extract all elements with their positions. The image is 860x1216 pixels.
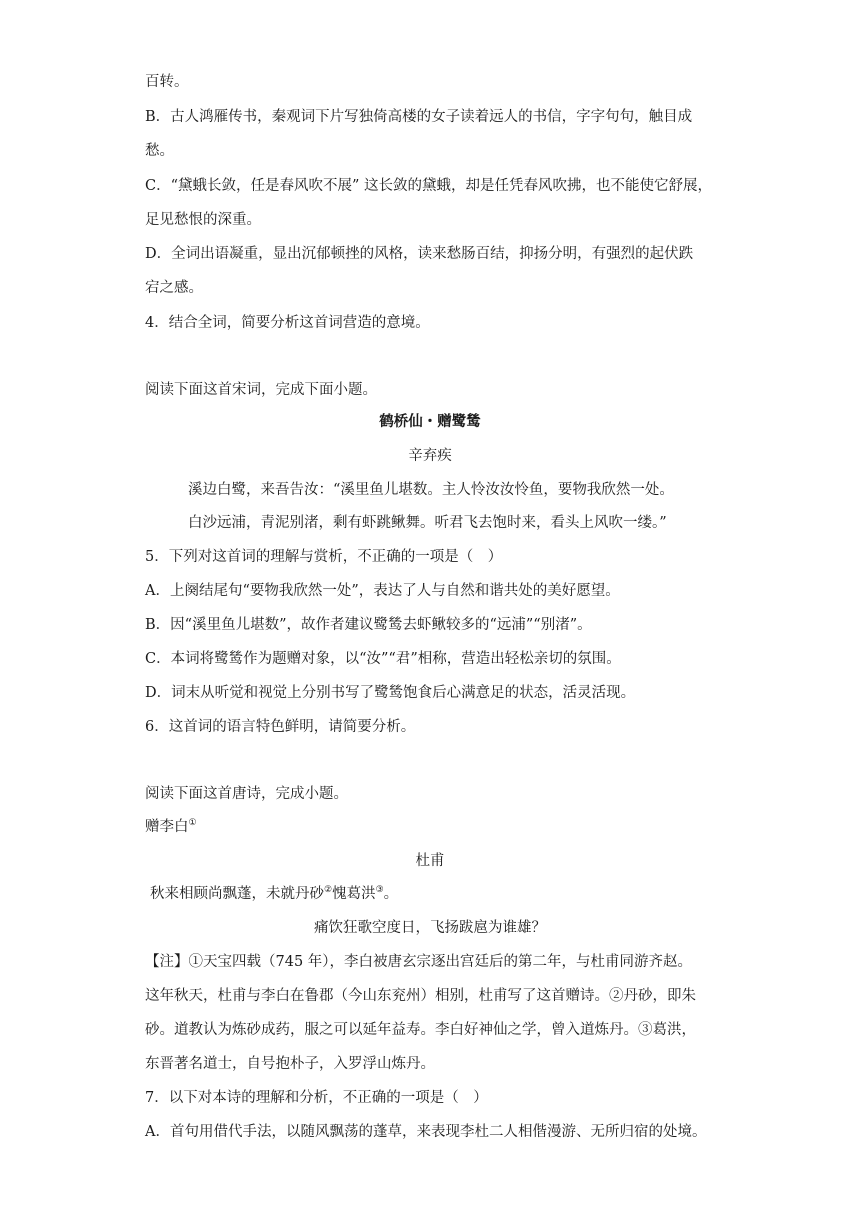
poem-title: 赠李白① xyxy=(145,818,197,835)
annotation-line: 【注】①天宝四载（745 年），李白被唐玄宗逐出宫廷后的第二年，与杜甫同游齐赵。 xyxy=(145,954,693,970)
text-line: 愁。 xyxy=(145,143,174,159)
text-line: 宕之感。 xyxy=(145,280,203,296)
text-line: 百转。 xyxy=(145,74,189,90)
poem-line: 溪边白鹭，来吾告汝：“溪里鱼儿堪数。主人怜汝汝怜鱼，要物我欣然一处。 xyxy=(188,482,674,498)
poem-author: 杜甫 xyxy=(415,853,445,869)
poem-line: 痛饮狂歌空度日，飞扬跋扈为谁雄？ xyxy=(314,920,546,936)
poem-line: 秋来相顾尚飘蓬，未就丹砂②愧葛洪③。 xyxy=(150,885,399,902)
question-4: 4．结合全词，简要分析这首词营造的意境。 xyxy=(145,315,430,331)
option-c-line: C．“黛蛾长敛，任是春风吹不展” 这长敛的黛蛾，却是任凭春风吹拂，也不能使它舒展， xyxy=(145,178,713,194)
option-b-line: B．古人鸿雁传书，秦观词下片写独倚高楼的女子读着远人的书信，字字句句，触目成 xyxy=(145,109,693,125)
section-intro: 阅读下面这首宋词，完成下面小题。 xyxy=(145,382,377,398)
option-d-line: D．全词出语凝重，显出沉郁顿挫的风格，读来愁肠百结，抑扬分明，有强烈的起伏跌 xyxy=(145,246,694,262)
option-c-line: C．本词将鹭鸶作为题赠对象，以“汝”“君”相称，营造出轻松亲切的氛围。 xyxy=(145,651,621,667)
footnote-marker: ① xyxy=(188,818,197,829)
question-7: 7．以下对本诗的理解和分析，不正确的一项是（ ） xyxy=(145,1090,488,1106)
option-a-line: A．上阕结尾句“要物我欣然一处”，表达了人与自然和谐共处的美好愿望。 xyxy=(145,583,620,599)
option-a-line: A．首句用借代手法，以随风飘荡的蓬草，来表现李杜二人相偕漫游、无所归宿的处境。 xyxy=(145,1124,707,1140)
annotation-line: 这年秋天，杜甫与李白在鲁郡（今山东兖州）相别，杜甫写了这首赠诗。②丹砂，即朱 xyxy=(145,988,696,1004)
poem-author: 辛弃疾 xyxy=(408,448,452,464)
option-d-line: D．词末从听觉和视觉上分别书写了鹭鸶饱食后心满意足的状态，活灵活现。 xyxy=(145,685,636,701)
question-5: 5．下列对这首词的理解与赏析，不正确的一项是（ ） xyxy=(145,549,503,565)
section-intro: 阅读下面这首唐诗，完成小题。 xyxy=(145,786,348,802)
poem-line: 白沙远浦，青泥别渚，剩有虾跳鳅舞。听君飞去饱时来，看头上风吹一缕。” xyxy=(188,515,667,531)
poem-title: 鹤桥仙・赠鹭鸶 xyxy=(379,413,481,430)
annotation-line: 砂。道教认为炼砂成药，服之可以延年益寿。李白好神仙之学，曾入道炼丹。③葛洪， xyxy=(145,1022,696,1038)
option-b-line: B．因“溪里鱼儿堪数”，故作者建议鹭鸶去虾鳅较多的“远浦”“别渚”。 xyxy=(145,617,592,633)
annotation-line: 东晋著名道士，自号抱朴子，入罗浮山炼丹。 xyxy=(145,1056,435,1072)
question-6: 6．这首词的语言特色鲜明，请简要分析。 xyxy=(145,719,416,735)
text-line: 足见愁恨的深重。 xyxy=(145,212,261,228)
